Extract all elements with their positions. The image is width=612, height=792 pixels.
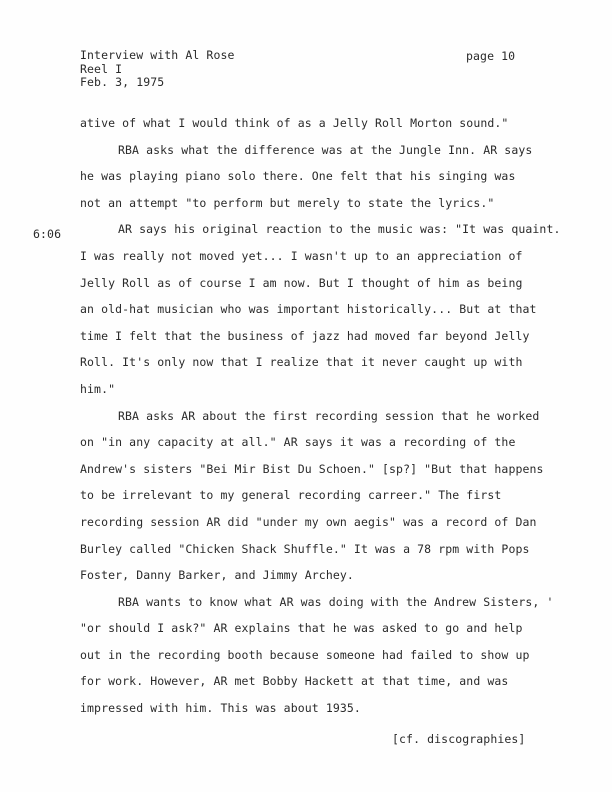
paragraph-start: RBA asks what the difference was at the Jungle Inn. AR says [118, 142, 533, 157]
text-line: time I felt that the business of jazz had moved far beyond Jelly [80, 328, 530, 343]
text-line: out in the recording booth because someone had failed to show up [80, 647, 530, 662]
transcript-body [80, 116, 580, 728]
page-header [80, 49, 235, 90]
text-line: an old-hat musician who was important historically... But at that [80, 302, 537, 317]
text-line: Roll. It's only now that I realize that it never caught up with [80, 355, 523, 370]
reel-label: Reel I [80, 61, 123, 76]
page-number: page 10 [466, 49, 516, 63]
text-line: for work. However, AR met Bobby Hackett at that time, and was [80, 674, 509, 689]
text-line: Burley called "Chicken Shack Shuffle." It was a 78 rpm with Pops [80, 541, 530, 556]
text-line: "or should I ask?" AR explains that he was asked to go and help [80, 621, 523, 636]
text-line: him." [80, 381, 116, 396]
paragraph-start: AR says his original reaction to the music was: "It was quaint. [118, 222, 561, 237]
text-line: I was really not moved yet... I wasn't up to an appreciation of [80, 248, 523, 263]
text-line: recording session AR did "under my own aegis" was a record of Dan [80, 514, 537, 529]
footnote-reference: [cf. discographies] [392, 732, 526, 746]
text-line: Andrew's sisters "Bei Mir Bist Du Schoen." [sp?] "But that happens [80, 461, 544, 476]
text-line: Jelly Roll as of course I am now. But I thought of him as being [80, 275, 523, 290]
interview-title: Interview with Al Rose [80, 48, 235, 62]
text-line: not an attempt "to perform but merely to state the lyrics." [80, 195, 495, 210]
paragraph-start: RBA wants to know what AR was doing with the Andrew Sisters, ' [118, 594, 554, 609]
text-line: he was playing piano solo there. One felt that his singing was [80, 169, 516, 184]
text-line: ative of what I would think of as a Jelly Roll Morton sound." [80, 116, 509, 130]
time-marker: 6:06 [33, 227, 62, 241]
text-line: on "in any capacity at all." AR says it was a recording of the [80, 435, 516, 450]
text-line: to be irrelevant to my general recording carreer." The first [80, 488, 502, 503]
text-line: Foster, Danny Barker, and Jimmy Archey. [80, 568, 354, 583]
paragraph-start: RBA asks AR about the first recording session that he worked [118, 408, 540, 423]
text-line: impressed with him. This was about 1935. [80, 701, 361, 716]
interview-date: Feb. 3, 1975 [80, 75, 165, 89]
